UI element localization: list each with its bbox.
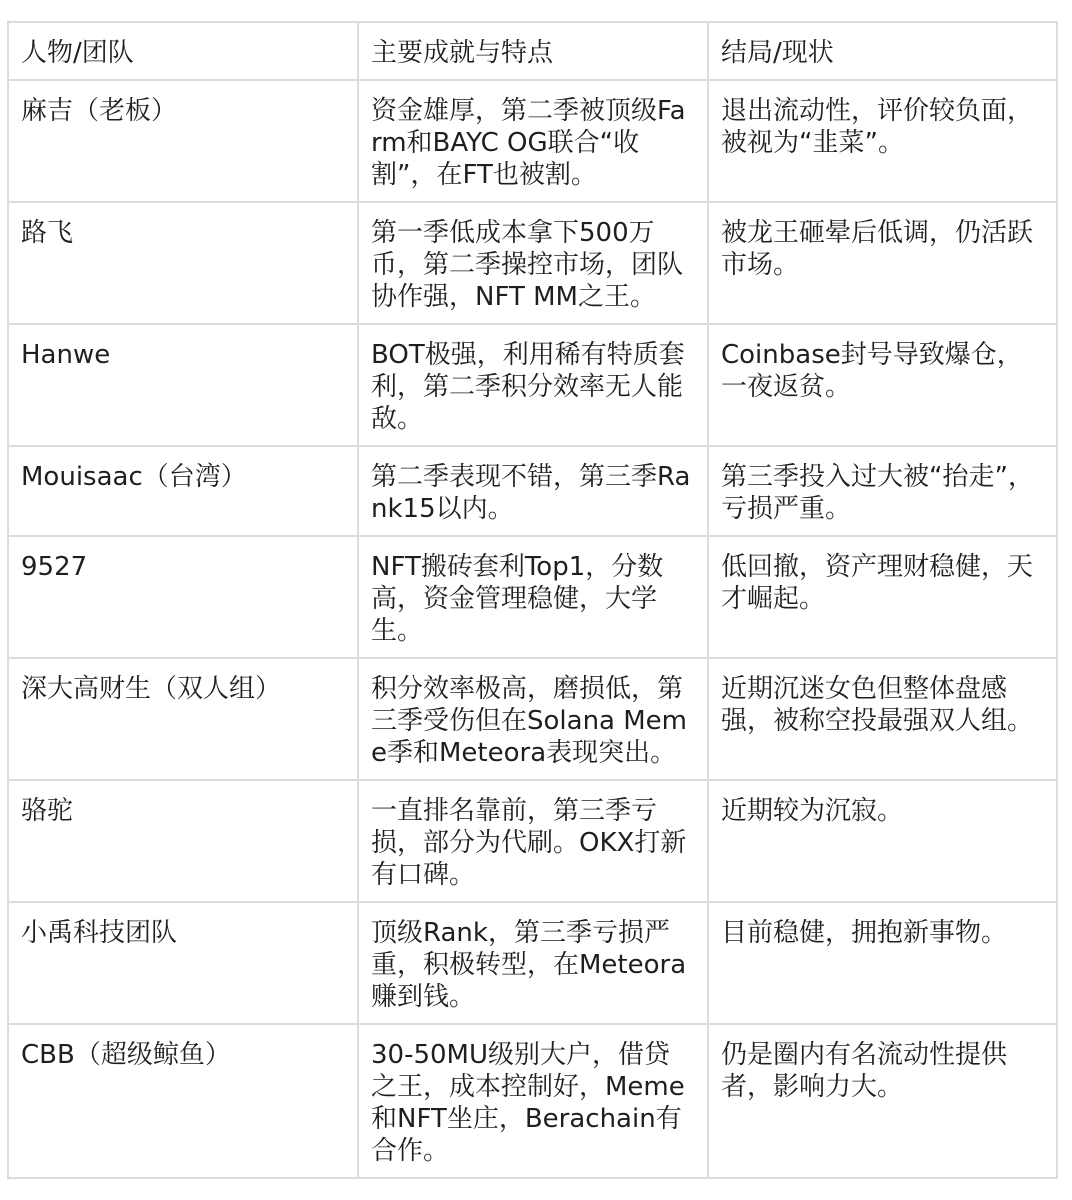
table-container [7, 21, 1056, 1179]
cell-achievements: 第一季低成本拿下500万币，第二季操控市场，团队协作强，NFT MM之王。 [358, 202, 708, 324]
cell-person: Hanwe [8, 324, 358, 446]
table-row [8, 1024, 1057, 1178]
header-person-team: 人物/团队 [8, 22, 358, 80]
cell-outcome: 低回撤，资产理财稳健，天才崛起。 [708, 536, 1057, 658]
cell-person: 小禹科技团队 [8, 902, 358, 1024]
cell-person: Mouisaac（台湾） [8, 446, 358, 536]
cell-outcome: 退出流动性，评价较负面，被视为“韭菜”。 [708, 80, 1057, 202]
cell-achievements: 30-50MU级别大户，借贷之王，成本控制好，Meme和NFT坐庄，Berachain有合作。 [358, 1024, 708, 1178]
table-row [8, 780, 1057, 902]
table-row [8, 658, 1057, 780]
cell-outcome: 被龙王砸晕后低调，仍活跃市场。 [708, 202, 1057, 324]
table-row [8, 446, 1057, 536]
cell-achievements: NFT搬砖套利Top1，分数高，资金管理稳健，大学生。 [358, 536, 708, 658]
data-table [7, 21, 1058, 1179]
cell-achievements: 顶级Rank，第三季亏损严重，积极转型，在Meteora赚到钱。 [358, 902, 708, 1024]
cell-person: CBB（超级鲸鱼） [8, 1024, 358, 1178]
cell-achievements: 积分效率极高，磨损低，第三季受伤但在Solana Meme季和Meteora表现突出。 [358, 658, 708, 780]
table-row [8, 202, 1057, 324]
header-outcome: 结局/现状 [708, 22, 1057, 80]
table-header-row [8, 22, 1057, 80]
cell-person: 深大高财生（双人组） [8, 658, 358, 780]
cell-achievements: 资金雄厚，第二季被顶级Farm和BAYC OG联合“收割”，在FT也被割。 [358, 80, 708, 202]
cell-outcome: 第三季投入过大被“抬走”，亏损严重。 [708, 446, 1057, 536]
cell-outcome: 近期沉迷女色但整体盘感强，被称空投最强双人组。 [708, 658, 1057, 780]
header-achievements: 主要成就与特点 [358, 22, 708, 80]
cell-outcome: 目前稳健，拥抱新事物。 [708, 902, 1057, 1024]
table-row [8, 324, 1057, 446]
cell-outcome: 仍是圈内有名流动性提供者，影响力大。 [708, 1024, 1057, 1178]
cell-achievements: 一直排名靠前，第三季亏损，部分为代刷。OKX打新有口碑。 [358, 780, 708, 902]
table-row [8, 80, 1057, 202]
cell-achievements: BOT极强，利用稀有特质套利，第二季积分效率无人能敌。 [358, 324, 708, 446]
cell-person: 9527 [8, 536, 358, 658]
cell-outcome: 近期较为沉寂。 [708, 780, 1057, 902]
cell-person: 骆驼 [8, 780, 358, 902]
cell-outcome: Coinbase封号导致爆仓，一夜返贫。 [708, 324, 1057, 446]
cell-person: 麻吉（老板） [8, 80, 358, 202]
table-row [8, 536, 1057, 658]
table-row [8, 902, 1057, 1024]
cell-achievements: 第二季表现不错，第三季Rank15以内。 [358, 446, 708, 536]
cell-person: 路飞 [8, 202, 358, 324]
